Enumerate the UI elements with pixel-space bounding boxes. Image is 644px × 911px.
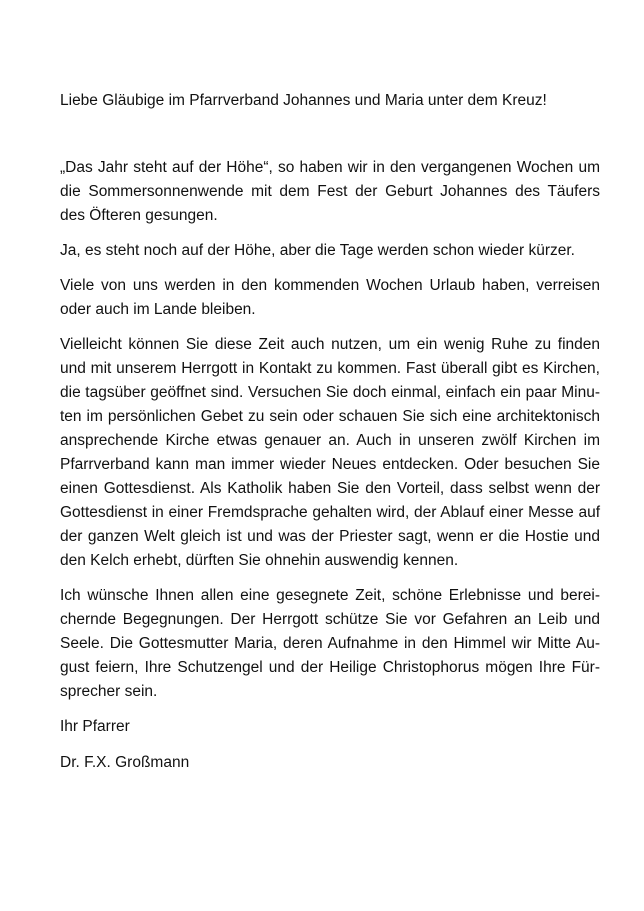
paragraph-line: Vielleicht können Sie diese Zeit auch nutzen, um ein wenig Ruhe zu finden (60, 336, 600, 353)
paragraph-line: Ich wünsche Ihnen allen eine gesegnete Zeit, schöne Erlebnisse und berei- (60, 587, 600, 604)
paragraph-1 (60, 156, 600, 228)
paragraph-5 (60, 584, 600, 704)
paragraph-line: chernde Begegnungen. Der Herrgott schütze Sie vor Gefahren an Leib und (60, 611, 600, 628)
paragraph-line: des Öfteren gesungen. (60, 207, 218, 224)
letter-closing: Ihr Pfarrer (60, 718, 130, 735)
paragraph-4 (60, 333, 600, 573)
paragraph-line: Gottesdienst in einer Fremdsprache gehalten wird, der Ablauf einer Messe auf (60, 504, 600, 521)
paragraph-line: Pfarrverband kann man immer wieder Neues entdecken. Oder besuchen Sie (60, 456, 600, 473)
paragraph-2 (60, 239, 600, 263)
paragraph-line: Viele von uns werden in den kommenden Wochen Urlaub haben, verreisen (60, 277, 600, 294)
paragraph-line: der ganzen Welt gleich ist und was der Priester sagt, wenn er die Hostie und (60, 528, 600, 545)
paragraph-line: sprecher sein. (60, 683, 158, 700)
letter-body (60, 89, 600, 775)
paragraph-line: „Das Jahr steht auf der Höhe“, so haben wir in den vergangenen Wochen um (60, 159, 600, 176)
paragraph-line: ansprechende Kirche etwas genauer an. Auch in unseren zwölf Kirchen im (60, 432, 600, 449)
paragraph-line: und mit unserem Herrgott in Kontakt zu kommen. Fast überall gibt es Kirchen, (60, 360, 600, 377)
paragraph-line: die tagsüber geöffnet sind. Versuchen Sie doch einmal, einfach ein paar Minu- (60, 384, 600, 401)
paragraph-line: Seele. Die Gottesmutter Maria, deren Aufnahme in den Himmel wir Mitte Au- (60, 635, 600, 652)
paragraph-line: den Kelch erhebt, dürften Sie ohnehin auswendig kennen. (60, 552, 459, 569)
letter-greeting: Liebe Gläubige im Pfarrverband Johannes und Maria unter dem Kreuz! (60, 92, 547, 109)
paragraph-3 (60, 274, 600, 322)
paragraph-line: einen Gottesdienst. Als Katholik haben Sie den Vorteil, dass selbst wenn der (60, 480, 600, 497)
paragraph-line: oder auch im Lande bleiben. (60, 301, 256, 318)
paragraph-line: ten im persönlichen Gebet zu sein oder schauen Sie sich eine architektonisch (60, 408, 600, 425)
paragraph-line: Ja, es steht noch auf der Höhe, aber die Tage werden schon wieder kürzer. (60, 242, 575, 259)
letter-signature: Dr. F.X. Großmann (60, 754, 190, 771)
paragraph-line: die Sommersonnenwende mit dem Fest der Geburt Johannes des Täufers (60, 183, 600, 200)
paragraph-line: gust feiern, Ihre Schutzengel und der Heilige Christophorus mögen Ihre Für- (60, 659, 600, 676)
